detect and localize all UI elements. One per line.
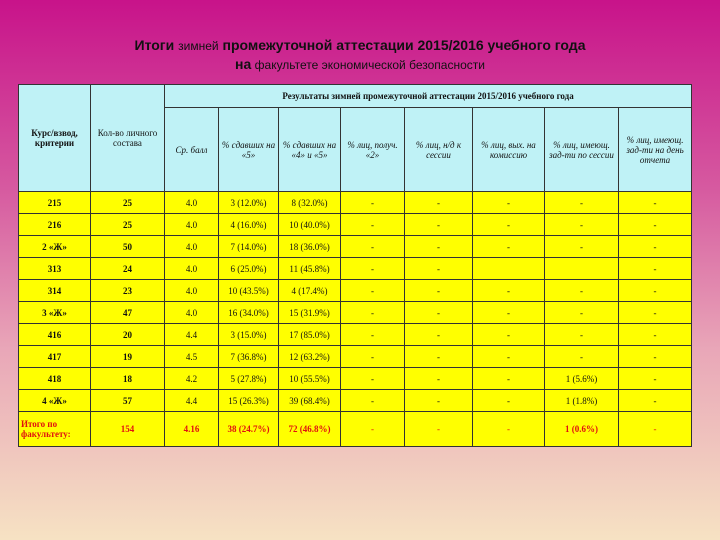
table-cell: 23 <box>91 280 165 302</box>
total-cell: 1 (0.6%) <box>545 412 619 447</box>
table-cell: - <box>405 280 473 302</box>
table-cell: - <box>545 302 619 324</box>
header-pct-not-admitted: % лиц, н/д к сессии <box>405 108 473 192</box>
total-cell: 38 (24.7%) <box>219 412 279 447</box>
table-cell: 4 (16.0%) <box>219 214 279 236</box>
table-cell: 8 (32.0%) <box>279 192 341 214</box>
table-cell: - <box>405 236 473 258</box>
table-cell: - <box>619 368 692 390</box>
table-cell: - <box>341 236 405 258</box>
table-row <box>19 302 692 324</box>
table-cell: 10 (55.5%) <box>279 368 341 390</box>
table-cell: - <box>473 280 545 302</box>
table-cell: 3 (12.0%) <box>219 192 279 214</box>
table-cell: 24 <box>91 258 165 280</box>
table-cell: - <box>619 302 692 324</box>
table-cell: 4.2 <box>165 368 219 390</box>
total-cell: - <box>341 412 405 447</box>
table-cell: - <box>405 258 473 280</box>
table-cell: - <box>619 390 692 412</box>
table-cell: 1 (1.8%) <box>545 390 619 412</box>
table-cell: 4.5 <box>165 346 219 368</box>
table-row <box>19 390 692 412</box>
table-cell: 11 (45.8%) <box>279 258 341 280</box>
table-cell: 18 (36.0%) <box>279 236 341 258</box>
table-cell: - <box>405 390 473 412</box>
table-cell: 18 <box>91 368 165 390</box>
header-pct-4-5: % сдавших на «4» и «5» <box>279 108 341 192</box>
total-cell: 72 (46.8%) <box>279 412 341 447</box>
row-label: 215 <box>19 192 91 214</box>
table-cell: - <box>341 214 405 236</box>
table-cell: 4 (17.4%) <box>279 280 341 302</box>
table-cell: - <box>341 280 405 302</box>
row-label: 313 <box>19 258 91 280</box>
table-cell: - <box>405 324 473 346</box>
table-cell: - <box>619 258 692 280</box>
table-cell: 4.0 <box>165 214 219 236</box>
table-row <box>19 346 692 368</box>
row-label: 216 <box>19 214 91 236</box>
total-cell: - <box>405 412 473 447</box>
table-cell: 4.0 <box>165 236 219 258</box>
table-cell: 10 (40.0%) <box>279 214 341 236</box>
table-cell: 7 (14.0%) <box>219 236 279 258</box>
table-cell: - <box>473 302 545 324</box>
table-cell: - <box>619 324 692 346</box>
table-cell: 20 <box>91 324 165 346</box>
row-label: 2 «Ж» <box>19 236 91 258</box>
table-cell: 15 (26.3%) <box>219 390 279 412</box>
header-pct-5: % сдавших на «5» <box>219 108 279 192</box>
table-cell: - <box>545 236 619 258</box>
table-cell: - <box>341 390 405 412</box>
row-label: 4 «Ж» <box>19 390 91 412</box>
table-row <box>19 258 692 280</box>
page-title <box>0 36 720 74</box>
row-label: 418 <box>19 368 91 390</box>
table-cell: 50 <box>91 236 165 258</box>
header-results-group: Результаты зимней промежуточной аттестации 2015/2016 учебного года <box>165 85 692 108</box>
table-row <box>19 280 692 302</box>
table-cell: - <box>619 346 692 368</box>
table-cell: - <box>341 368 405 390</box>
table-cell: - <box>405 302 473 324</box>
table-row <box>19 214 692 236</box>
results-table <box>18 84 692 447</box>
table-cell: 4.0 <box>165 192 219 214</box>
header-pct-commission: % лиц, вых. на комиссию <box>473 108 545 192</box>
table-cell: 4.4 <box>165 390 219 412</box>
table-cell: 3 (15.0%) <box>219 324 279 346</box>
header-course: Курс/взвод, критерии <box>19 85 91 192</box>
title-word-2: зимней <box>178 39 219 53</box>
table-cell <box>473 258 545 280</box>
table-cell: 47 <box>91 302 165 324</box>
table-cell: 57 <box>91 390 165 412</box>
table-row <box>19 324 692 346</box>
table-cell: - <box>619 192 692 214</box>
table-row <box>19 192 692 214</box>
table-cell: - <box>473 368 545 390</box>
row-label: 314 <box>19 280 91 302</box>
table-cell: - <box>341 324 405 346</box>
header-pct-2: % лиц, получ. «2» <box>341 108 405 192</box>
table-cell: 15 (31.9%) <box>279 302 341 324</box>
header-pct-debt-report: % лиц, имеющ. зад-ти на день отчета <box>619 108 692 192</box>
table-row <box>19 368 692 390</box>
table-cell: - <box>341 258 405 280</box>
table-cell: 25 <box>91 192 165 214</box>
table-cell: - <box>473 346 545 368</box>
table-cell: - <box>473 324 545 346</box>
table-cell: 5 (27.8%) <box>219 368 279 390</box>
total-cell: - <box>473 412 545 447</box>
table-cell: - <box>341 302 405 324</box>
table-cell <box>545 258 619 280</box>
table-cell: 10 (43.5%) <box>219 280 279 302</box>
table-cell: - <box>619 214 692 236</box>
row-label: 3 «Ж» <box>19 302 91 324</box>
title-word-1: Итоги <box>134 37 175 53</box>
table-cell: - <box>473 236 545 258</box>
table-cell: - <box>545 280 619 302</box>
table-cell: 25 <box>91 214 165 236</box>
table-cell: - <box>473 390 545 412</box>
table-cell: 7 (36.8%) <box>219 346 279 368</box>
row-label: 416 <box>19 324 91 346</box>
table-cell: - <box>545 214 619 236</box>
table-cell: 16 (34.0%) <box>219 302 279 324</box>
header-count: Кол-во личного состава <box>91 85 165 192</box>
table-cell: - <box>545 346 619 368</box>
table-cell: 6 (25.0%) <box>219 258 279 280</box>
total-label: Итого по факультету: <box>19 412 91 447</box>
table-cell: - <box>405 368 473 390</box>
total-cell: 4.16 <box>165 412 219 447</box>
title-word-3: промежуточной аттестации 2015/2016 учебного года <box>222 37 586 53</box>
table-cell: 12 (63.2%) <box>279 346 341 368</box>
table-cell: - <box>341 192 405 214</box>
table-cell: - <box>545 324 619 346</box>
table-cell: 4.0 <box>165 302 219 324</box>
table-row <box>19 236 692 258</box>
table-cell: 17 (85.0%) <box>279 324 341 346</box>
table-cell: - <box>619 236 692 258</box>
table-cell: 19 <box>91 346 165 368</box>
table-cell: - <box>341 346 405 368</box>
table-cell: - <box>473 192 545 214</box>
title-line2-text: факультете экономической безопасности <box>254 58 485 72</box>
row-label: 417 <box>19 346 91 368</box>
header-avg-score: Ср. балл <box>165 108 219 192</box>
table-cell: - <box>619 280 692 302</box>
table-cell: 39 (68.4%) <box>279 390 341 412</box>
table-cell: 4.0 <box>165 258 219 280</box>
table-cell: - <box>473 214 545 236</box>
table-cell: - <box>405 192 473 214</box>
total-row <box>19 412 692 447</box>
table-cell: 4.0 <box>165 280 219 302</box>
table-cell: - <box>405 346 473 368</box>
table-cell: - <box>545 192 619 214</box>
total-cell: - <box>619 412 692 447</box>
table-cell: 4.4 <box>165 324 219 346</box>
table-body <box>19 192 692 447</box>
table-cell: 1 (5.6%) <box>545 368 619 390</box>
table-cell: - <box>405 214 473 236</box>
header-pct-debt-session: % лиц, имеющ. зад-ти по сессии <box>545 108 619 192</box>
total-cell: 154 <box>91 412 165 447</box>
title-line2-prefix: на <box>235 56 252 72</box>
